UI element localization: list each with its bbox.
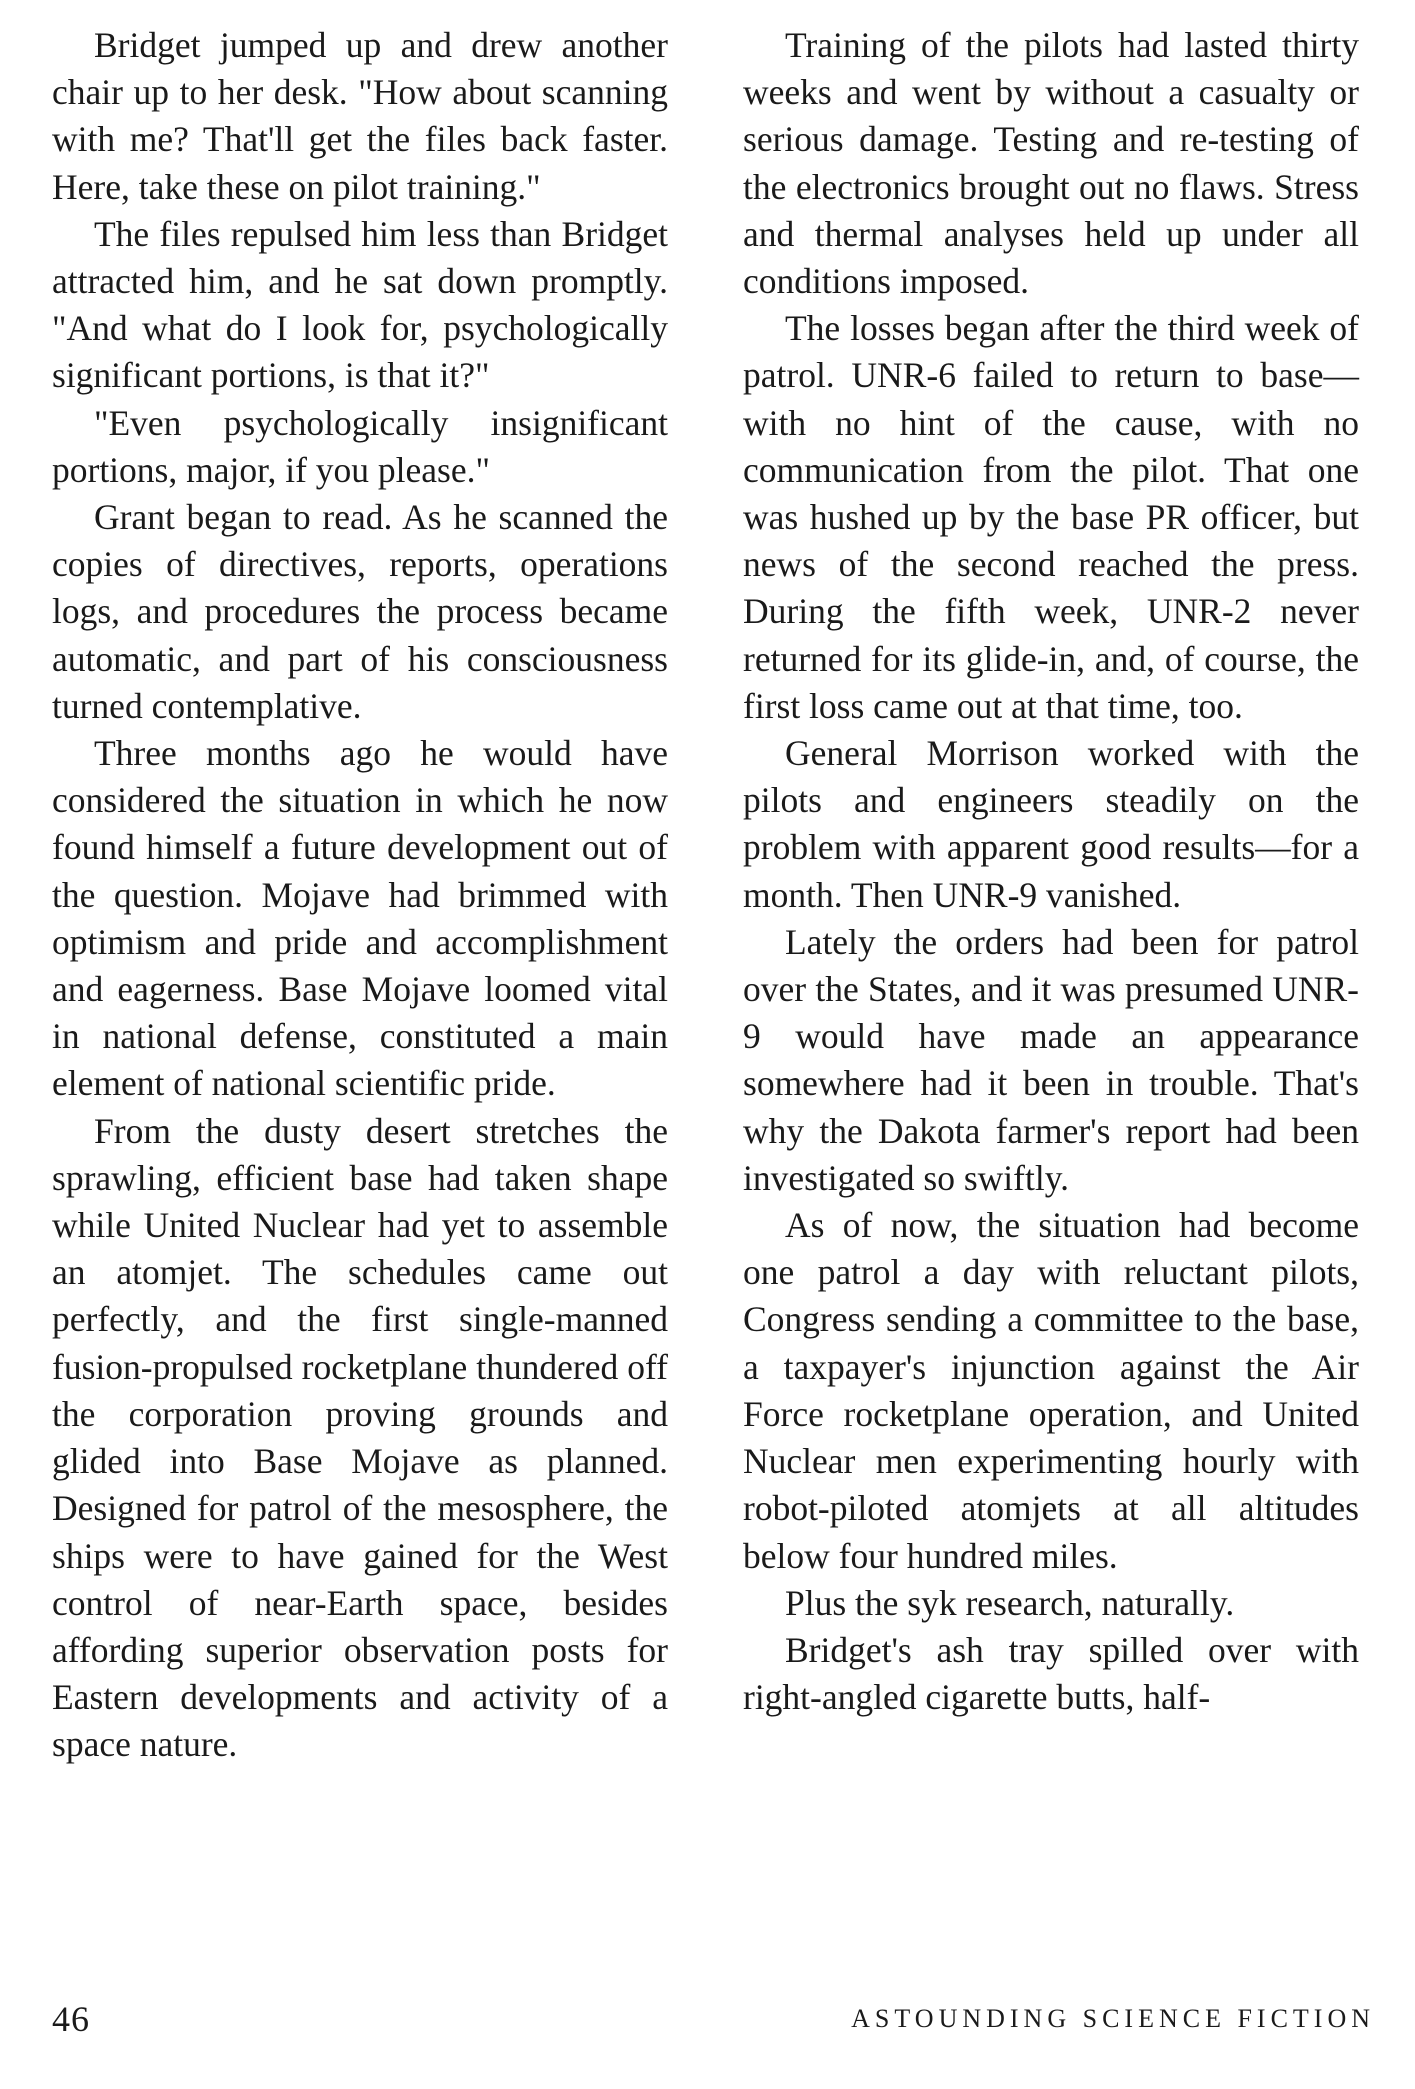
paragraph: Grant began to read. As he scanned the copies of directives, reports, operations logs, and procedures the process became automatic, and part of his consciousness turned contemplative. — [52, 497, 668, 726]
paragraph: Plus the syk research, naturally. — [785, 1582, 1235, 1623]
paragraph: The files repulsed him less than Bridget attracted him, and he sat down promptly. "And what do I look for, psychologically significant portions, is that it?" — [52, 213, 668, 396]
paragraph: Lately the orders had been for patrol over the States, and it was presumed UNR-9 would have made an appearance somewhere had it been in trouble. That's why the Dakota farmer's report had been investigated so swiftly. — [743, 921, 1359, 1198]
paragraph: From the dusty desert stretches the sprawling, efficient base had taken shape while United Nuclear had yet to assemble an atomjet. The schedules came out perfectly, and the first single-manned fusion-propulsed rocketplane thundered off the corporation proving grounds and glided into Base Mojave as planned. Designed for patrol of the mesosphere, the ships were to have gained for the West control of near-Earth space, besides affording superior observation posts for Eastern developments and activity of a space nature. — [52, 1110, 668, 1765]
paragraph: Bridget jumped up and drew another chair up to her desk. "How about scanning with me? That'll get the files back faster. Here, take these on pilot training." — [52, 25, 668, 207]
running-footer-title: ASTOUNDING SCIENCE FICTION — [851, 2004, 1375, 2033]
paragraph: Training of the pilots had lasted thirty weeks and went by without a casualty or serious damage. Testing and re-testing of the electronics brought out no flaws. Stress and thermal analyses held up under all conditions imposed. — [743, 25, 1359, 302]
page-number: 46 — [52, 1999, 90, 2039]
paragraph: As of now, the situation had become one patrol a day with reluctant pilots, Congress sending a committee to the base, a taxpayer's injunction against the Air Force rocketplane operation, and United Nuclear men experimenting hourly with robot-piloted atomjets at all altitudes below four hundred miles. — [743, 1205, 1359, 1576]
right-column — [743, 22, 1359, 1721]
paragraph: "Even psychologically insignificant portions, major, if you please." — [52, 402, 668, 490]
paragraph: Bridget's ash tray spilled over with right-angled cigarette butts, half- — [743, 1629, 1359, 1718]
paragraph: The losses began after the third week of patrol. UNR-6 failed to return to base—with no hint of the cause, with no communication from the pilot. That one was hushed up by the base PR officer, but news of the second reached the press. During the fifth week, UNR-2 never returned for its glide-in, and, of course, the first loss came out at that time, too. — [743, 308, 1359, 726]
left-column — [52, 22, 668, 1769]
paragraph: General Morrison worked with the pilots and engineers steadily on the problem with apparent good results—for a month. Then UNR-9 vanished. — [743, 733, 1359, 915]
page-footer — [0, 1998, 1415, 2048]
paragraph: Three months ago he would have considered the situation in which he now found himself a future development out of the question. Mojave had brimmed with optimism and pride and accomplishment and eagerness. Base Mojave loomed vital in national defense, constituted a main element of national scientific pride. — [52, 733, 668, 1104]
